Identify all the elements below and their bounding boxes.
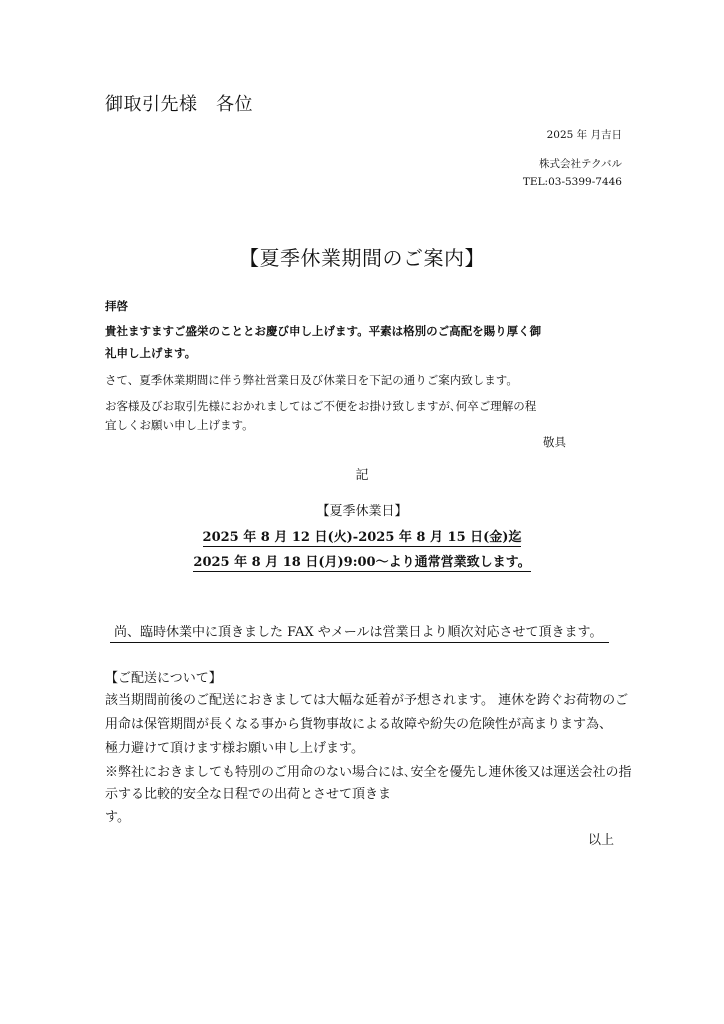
paragraph-1-line-2: 礼申し上げます。 [105, 346, 197, 360]
addressee: 御取引先様 各位 [105, 94, 253, 115]
company-tel: TEL:03-5399-7446 [522, 176, 622, 188]
holiday-range [0, 526, 724, 545]
greeting: 拝啓 [105, 299, 128, 313]
business-resume-text: 2025 年 8 月 18 日(月)9:00～より通常営業致します。 [193, 555, 531, 570]
fax-email-note-text: 尚、臨時休業中に頂きました FAX やメールは営業日より順次対応させて頂きます。 [110, 625, 609, 643]
delivery-line: 示する比較的安全な日程での出荷とさせて頂きま [105, 787, 392, 802]
delivery-line: 該当期間前後のご配送におきましては大幅な延着が予想されます。 連休を跨ぐお荷物のご [105, 693, 629, 708]
ki-heading: 記 [355, 468, 369, 483]
fax-email-note [110, 621, 609, 640]
paragraph-2: さて、夏季休業期間に伴う弊社営業日及び休業日を下記の通りご案内致します。 [105, 373, 518, 387]
document-date: 2025 年 月吉日 [546, 129, 622, 141]
delivery-line: 極力避けて頂けます様お願い申し上げます。 [105, 741, 364, 756]
document-title: 【夏季休業期間のご案内】 [239, 246, 485, 270]
delivery-line: ※弊社におきましても特別のご用命のない場合には､安全を優先し連休後又は運送会社の指 [105, 765, 632, 780]
company-name: 株式会社テクバル [539, 158, 622, 170]
holiday-heading: 【夏季休業日】 [316, 504, 408, 519]
paragraph-1-line-1: 貴社ますますご盛栄のこととお慶び申し上げます。平素は格別のご高配を賜り厚く御 [105, 324, 542, 338]
delivery-heading: 【ご配送について】 [105, 671, 222, 686]
paragraph-3-line-2: 宜しくお願い申し上げます。 [105, 418, 254, 432]
closing-ijo: 以上 [587, 833, 614, 848]
holiday-range-text: 2025 年 8 月 12 日(火)-2025 年 8 月 15 日(金)迄 [202, 530, 522, 545]
delivery-line: す。 [105, 810, 130, 825]
business-resume [0, 551, 724, 570]
closing-keigu: 敬具 [543, 435, 566, 449]
delivery-line: 用命は保管期間が長くなる事から貨物事故による故障や紛失の危険性が高まります為、 [105, 717, 613, 732]
paragraph-3-line-1: お客様及びお取引先様におかれましてはご不便をお掛け致しますが､何卒ご理解の程 [105, 399, 537, 413]
